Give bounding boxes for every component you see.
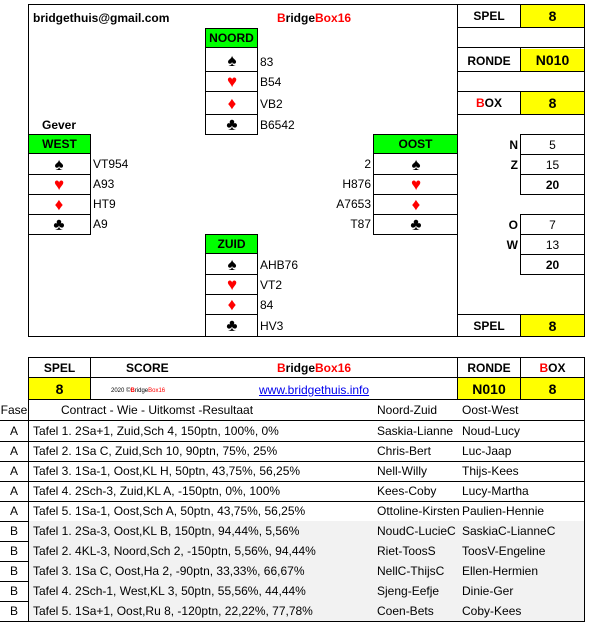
row-contract: Tafel 5. 1Sa+1, Oost,Ru 8, -120ptn, 22,22%, 77,78% [33,604,313,618]
noord-heart-icon: ♥ [226,71,238,91]
west-diamonds: HT9 [93,197,116,211]
west-spade-icon: ♠ [54,154,64,174]
copyright: 2020 © B ridge Box 16 [111,388,166,394]
row-fase: B [9,524,18,538]
noord-club-icon: ♣ [226,114,238,134]
oost-club-icon: ♣ [410,214,422,234]
noord-spade-icon: ♠ [227,50,237,70]
row-contract: Tafel 5. 1Sa-1, Oost,Sch A, 50ptn, 43,75%, 56,25% [33,504,306,518]
row-fase: B [9,584,18,598]
row-contract: Tafel 4. 2Sch-3, Zuid,KL A, -150ptn, 0%, 100% [33,484,281,498]
col-contract: Contract - Wie - Uitkomst -Resultaat [61,403,254,417]
zuid-club-icon: ♣ [226,315,238,335]
oost-heart-icon: ♥ [410,174,422,194]
spel-value: 8 [521,5,584,27]
row-ow: Dinie-Ger [462,584,514,598]
noord-clubs: B6542 [260,118,295,132]
row-contract: Tafel 3. 1Sa-1, Oost,KL H, 50ptn, 43,75%, 56,25% [33,464,301,478]
ronde-label: RONDE [467,54,511,68]
z-label: Z [510,158,518,172]
o-value: 7 [549,218,556,232]
noord-diamonds: VB2 [260,97,283,111]
row-ow: Coby-Kees [462,604,522,618]
n-label: N [509,138,518,152]
row-nz: Saskia-Lianne [377,424,454,438]
score-ronde-label: RONDE [467,360,511,375]
row-ow: Paulien-Hennie [462,504,545,518]
zuid-diamond-icon: ♦ [227,294,237,314]
score-box-label: B OX [539,360,566,375]
row-fase: A [9,464,18,478]
row-nz: Nell-Willy [377,464,427,478]
score-label: SCORE [126,360,169,375]
noord-spades: 83 [260,55,274,69]
row-contract: Tafel 2. 1Sa C, Zuid,Sch 10, 90ptn, 75%, 25% [33,444,278,458]
row-contract: Tafel 4. 2Sch-1, West,KL 3, 50ptn, 55,56%, 44,44% [33,584,306,598]
row-nz: Sjeng-Eefje [377,584,440,598]
box-value: 8 [521,92,584,114]
row-ow: SaskiaC-LianneC [462,524,556,538]
oost-clubs: T87 [350,217,371,231]
score-box-value: 8 [521,378,584,399]
o-label: O [508,218,518,232]
zuid-clubs: HV3 [260,319,284,333]
nz-total: 20 [545,178,560,192]
zuid-heart-icon: ♥ [226,274,238,294]
zuid-diamonds: 84 [260,298,274,312]
noord-hearts: B54 [260,75,282,89]
row-fase: B [9,544,18,558]
website-link[interactable]: www.bridgethuis.info [259,383,370,397]
row-contract: Tafel 1. 2Sa-3, Oost,KL B, 150ptn, 94,44%, 5,56% [33,524,300,538]
row-nz: Chris-Bert [377,444,432,458]
row-nz: Kees-Coby [377,484,437,498]
row-nz: NoudC-LucieC [377,524,456,538]
oost-spade-icon: ♠ [411,154,421,174]
spel-bottom-value: 8 [521,315,584,336]
row-fase: B [9,604,18,618]
gever-label: Gever [42,118,77,132]
col-nz: Noord-Zuid [377,403,438,417]
row-ow: Thijs-Kees [462,464,519,478]
col-fase: Fase [0,403,28,417]
noord-label: NOORD [206,29,257,47]
ow-total: 20 [545,258,560,272]
score-spel-label: SPEL [43,360,76,375]
brand-title: B ridge Box 16 [277,11,352,25]
score-spel-value: 8 [29,378,90,399]
row-nz: Ottoline-Kirsten [377,504,460,518]
row-fase: A [9,484,18,498]
w-value: 13 [545,238,560,252]
row-fase: A [9,504,18,518]
score-brand-title: B ridge Box 16 [277,360,352,375]
west-label: WEST [29,135,90,153]
n-value: 5 [549,138,556,152]
score-ronde-value: N010 [458,378,520,399]
zuid-label: ZUID [206,235,257,253]
row-fase: B [9,564,18,578]
spel-label: SPEL [473,9,505,23]
z-value: 15 [545,158,560,172]
west-club-icon: ♣ [53,214,65,234]
row-ow: Noud-Lucy [462,424,521,438]
w-label: W [506,238,518,252]
zuid-spades: AHB76 [260,258,299,272]
row-contract: Tafel 2. 4KL-3, Noord,Sch 2, -150ptn, 5,56%, 94,44% [33,544,316,558]
west-clubs: A9 [93,217,108,231]
row-ow: Ellen-Hermien [462,564,539,578]
west-hearts: A93 [93,177,115,191]
row-ow: Luc-Jaap [462,444,512,458]
email-label: bridgethuis@gmail.com [33,11,170,25]
oost-spades: 2 [364,157,371,171]
oost-hearts: H876 [342,177,371,191]
west-heart-icon: ♥ [53,174,65,194]
oost-diamond-icon: ♦ [411,194,421,214]
row-fase: A [9,424,18,438]
row-contract: Tafel 1. 2Sa+1, Zuid,Sch 4, 150ptn, 100%, 0% [33,424,279,438]
spel-bottom-label: SPEL [473,318,505,333]
ronde-value: N010 [521,49,584,71]
oost-diamonds: A7653 [336,197,371,211]
row-nz: Coen-Bets [377,604,434,618]
west-diamond-icon: ♦ [54,194,64,214]
row-ow: Lucy-Martha [462,484,529,498]
col-ow: Oost-West [462,403,519,417]
zuid-hearts: VT2 [260,278,283,292]
noord-diamond-icon: ♦ [227,93,237,113]
row-nz: NellC-ThijsC [377,564,445,578]
row-ow: ToosV-Engeline [462,544,546,558]
zuid-spade-icon: ♠ [227,254,237,274]
west-spades: VT954 [93,157,129,171]
row-nz: Riet-ToosS [377,544,436,558]
row-fase: A [9,444,18,458]
oost-label: OOST [374,135,457,153]
row-contract: Tafel 3. 1Sa C, Oost,Ha 2, -90ptn, 33,33%, 66,67% [33,564,305,578]
box-label: B OX [475,96,502,110]
